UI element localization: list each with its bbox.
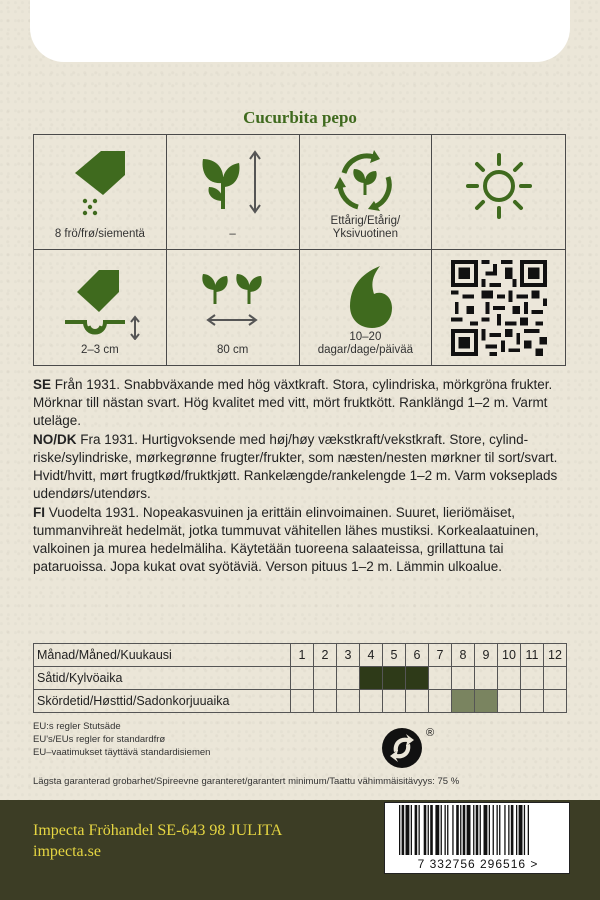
calendar-row-harvest — [34, 690, 567, 713]
month-3: 3 — [337, 644, 360, 667]
month-7: 7 — [429, 644, 452, 667]
barcode-bar — [402, 805, 405, 855]
barcode-bar — [493, 805, 494, 855]
calendar-row-sowing — [34, 667, 567, 690]
barcode-bar — [467, 805, 471, 855]
calendar-cell-month-1 — [291, 690, 314, 713]
description-text: Från 1931. Snabbväxande med hög växtkraft. Stora, cylindriska, mörkgröna frukter. Mörknar till nästan svart. Hög kvalitet med vitt, mört fruktkött. Ranklängd 1–2 m. Varmt uteläge. — [33, 377, 553, 428]
harvest-label: Skördetid/Høsttid/Sadonkorjuuaika — [34, 690, 291, 713]
description-text: Vuodelta 1931. Nopeakasvuinen ja erittäin elinvoimainen. Suuret, lieriömäiset, tummanvihreät hedelmät, jotka tummuvat vähitellen lähes mustiksi. Korkealaatuinen, valkoinen ja murea hedelmäliha. Käytetään tuoreena salaateissa, grillattuna tai pataruoissa. Jopa kukat ovat syötäviä. Verson pituus 1–2 m. Lämmin ulkoalue. — [33, 505, 539, 574]
barcode-bar — [473, 805, 474, 855]
description-no-dk — [33, 431, 573, 503]
month-8: 8 — [452, 644, 475, 667]
calendar-cell-month-12 — [544, 690, 567, 713]
barcode-bar — [489, 805, 490, 855]
barcode-bar — [456, 805, 459, 855]
barcode-bar — [463, 805, 466, 855]
seed-count-text: 8 frö/frø/siementä — [54, 228, 145, 240]
calendar-cell-month-6 — [406, 690, 429, 713]
annual-cycle-icon — [330, 147, 400, 217]
calendar-cell-month-10 — [498, 667, 521, 690]
barcode-bar — [428, 805, 429, 855]
latin-name: Cucurbita pepo — [243, 108, 357, 127]
icon-cell-annual — [300, 135, 433, 250]
barcode-bar — [447, 805, 448, 855]
germination-days-icon — [330, 262, 400, 334]
barcode-bar — [445, 805, 446, 855]
barcode-bar — [424, 805, 427, 855]
plant-height-icon — [197, 147, 269, 217]
calendar-cell-month-7 — [429, 667, 452, 690]
month-9: 9 — [475, 644, 498, 667]
barcode-bar — [480, 805, 481, 855]
calendar-cell-month-8 — [452, 667, 475, 690]
calendar-cell-month-5 — [383, 690, 406, 713]
icon-cell-height — [167, 135, 300, 250]
barcode-bar — [511, 805, 514, 855]
barcode-bar — [499, 805, 500, 855]
calendar-cell-month-11 — [521, 667, 544, 690]
month-2: 2 — [314, 644, 337, 667]
calendar-cell-month-9 — [475, 667, 498, 690]
month-11: 11 — [521, 644, 544, 667]
month-4: 4 — [360, 644, 383, 667]
barcode-bar — [497, 805, 498, 855]
calendar-cell-month-5 — [383, 667, 406, 690]
barcode-bar — [441, 805, 442, 855]
calendar-cell-month-3 — [337, 690, 360, 713]
barcode-bar — [524, 805, 525, 855]
barcode-bar — [504, 805, 505, 855]
calendar-cell-month-9 — [475, 690, 498, 713]
calendar-cell-month-10 — [498, 690, 521, 713]
calendar-header-row — [34, 644, 567, 667]
icon-cell-qr — [432, 250, 565, 365]
barcode-bar — [430, 805, 433, 855]
barcode-bar — [419, 805, 420, 855]
eu-note-se: EU:s regler Stutsäde — [33, 721, 121, 732]
barcode-bar — [435, 805, 439, 855]
barcode-bar — [484, 805, 488, 855]
calendar-cell-month-4 — [360, 667, 383, 690]
eu-notes — [33, 720, 210, 759]
month-5: 5 — [383, 644, 406, 667]
plant-spacing-icon — [193, 262, 273, 332]
month-1: 1 — [291, 644, 314, 667]
icon-grid — [33, 134, 566, 366]
eu-note-fi: EU–vaatimukset täyttävä standardisiemen — [33, 747, 211, 758]
barcode-bar — [516, 805, 517, 855]
hang-hole — [30, 0, 570, 62]
sowing-depth-icon — [55, 262, 145, 340]
barcode-bar — [399, 805, 400, 855]
plant-height-text: – — [229, 228, 236, 240]
barcode-number: 7 332756 296516 > — [417, 857, 539, 871]
icon-cell-spacing — [167, 250, 300, 365]
annual-text: Ettårig/Etårig/ Yksivuotinen — [330, 215, 401, 240]
company-address: Impecta Fröhandel SE-643 98 JULITA — [33, 822, 283, 839]
barcode-bar — [476, 805, 479, 855]
calendar-cell-month-7 — [429, 690, 452, 713]
eu-note-no-dk: EU's/EUs regler for standardfrø — [33, 734, 166, 745]
calendar-cell-month-11 — [521, 690, 544, 713]
lang-code: FI — [33, 505, 45, 520]
sun-icon — [464, 151, 534, 221]
month-6: 6 — [406, 644, 429, 667]
sowing-calendar — [33, 643, 567, 713]
germination-text: 10–20 dagar/dage/päivää — [317, 331, 414, 356]
description-fi — [33, 504, 573, 576]
qr-code-icon[interactable] — [451, 260, 547, 356]
barcode-bar — [460, 805, 461, 855]
icon-cell-seeds — [34, 135, 167, 250]
month-12: 12 — [544, 644, 567, 667]
calendar-cell-month-1 — [291, 667, 314, 690]
calendar-cell-month-4 — [360, 690, 383, 713]
barcode-bar — [415, 805, 418, 855]
barcode-bar — [528, 805, 529, 855]
icon-cell-germination — [300, 250, 433, 365]
calendar-cell-month-6 — [406, 667, 429, 690]
sowing-depth-text: 2–3 cm — [81, 344, 119, 356]
calendar-cell-month-3 — [337, 667, 360, 690]
barcode — [384, 802, 570, 874]
calendar-header: Månad/Måned/Kuukausi — [34, 644, 291, 667]
barcode-bar — [411, 805, 412, 855]
descriptions — [33, 376, 573, 577]
germination-guarantee: Lägsta garanterad grobarhet/Spireevne garanteret/garantert minimum/Taattu vähimmäisitävyys: 75 % — [33, 776, 460, 787]
barcode-bar — [519, 805, 523, 855]
calendar-cell-month-2 — [314, 667, 337, 690]
calendar-cell-month-2 — [314, 690, 337, 713]
barcode-bars — [387, 805, 567, 855]
description-text: Fra 1931. Hurtigvoksende med høj/høy vækstkraft/vekstkraft. Store, cylindriske/sylindriske, mørkegrønne frugter/frukter, som næsten/nesten mørkner til sort/svart. Hvidt/hvitt, mørt frugtkød/fruktkjøtt. Rankelængde/rankelengde 1–2 m. Varm vokseplads udendørs/utendørs. — [33, 432, 558, 501]
sowing-label: Såtid/Kylvöaika — [34, 667, 291, 690]
calendar-cell-month-12 — [544, 667, 567, 690]
barcode-bar — [508, 805, 509, 855]
lang-code: SE — [33, 377, 52, 392]
company-info — [33, 820, 282, 862]
company-website[interactable]: impecta.se — [33, 843, 101, 860]
plant-spacing-text: 80 cm — [216, 344, 249, 356]
barcode-bar — [452, 805, 453, 855]
description-se — [33, 376, 573, 430]
month-10: 10 — [498, 644, 521, 667]
lang-code: NO/DK — [33, 432, 77, 447]
green-dot-recycling-icon — [380, 724, 440, 772]
calendar-cell-month-8 — [452, 690, 475, 713]
registered-mark: ® — [426, 727, 435, 739]
icon-cell-sun — [432, 135, 565, 250]
barcode-bar — [406, 805, 410, 855]
icon-cell-depth — [34, 250, 167, 365]
seed-count-icon — [65, 147, 135, 217]
